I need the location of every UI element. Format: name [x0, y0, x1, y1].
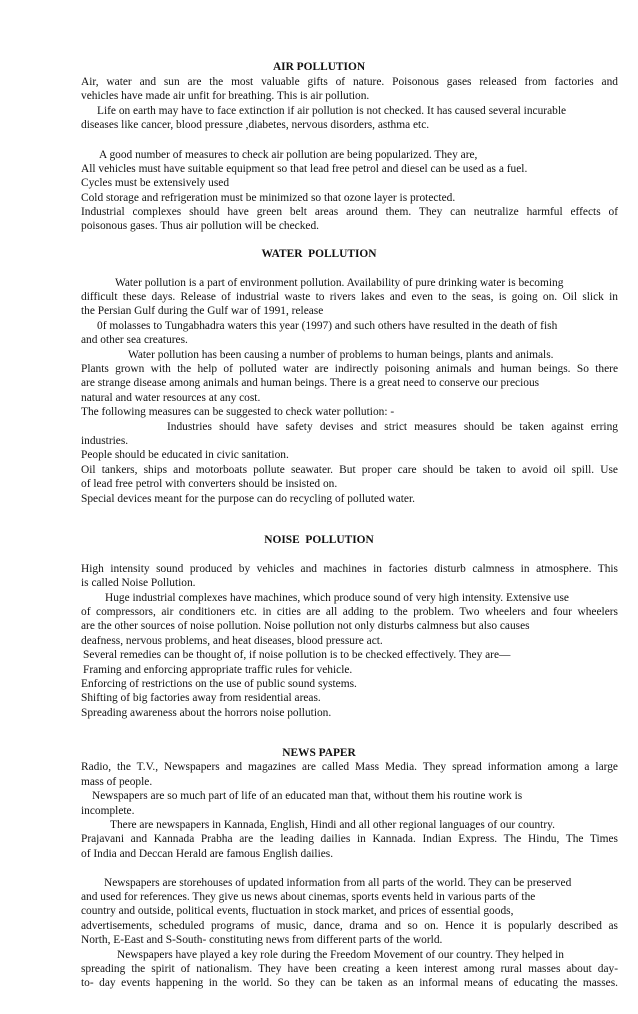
air-measure-item: Cold storage and refrigeration must be minimized so that ozone layer is protected.	[81, 192, 456, 204]
air-measure-item: Industrial complexes should have green belt areas around them. They can neutralize harmful effects of	[81, 206, 618, 218]
water-paragraph-line: Water pollution is a part of environment pollution. Availability of pure drinking water is becoming	[115, 277, 564, 289]
news-paragraph-line: to- day events happening in the world. So they can be taken as an informal means of educating the masses.	[81, 977, 618, 989]
water-measure-item: Oil tankers, ships and motorboats pollute seawater. But proper care should be taken to avoid oil spill. Use	[81, 464, 618, 476]
water-paragraph-line: difficult these days. Release of industrial waste to rivers lakes and even to the seas, is going on. Oil slick in	[81, 291, 618, 303]
noise-paragraph-line: deafness, nervous problems, and heat diseases, blood pressure act.	[81, 635, 383, 647]
noise-remedy-item: Framing and enforcing appropriate traffic rules for vehicle.	[83, 664, 353, 676]
water-pollution-heading: WATER POLLUTION	[261, 248, 377, 260]
news-paragraph-line: advertisements, scheduled programs of music, dance, drama and so on. Hence it is popularly described as	[81, 920, 618, 932]
air-measure-item: poisonous gases. Thus air pollution will be checked.	[81, 220, 320, 232]
water-measure-item: industries.	[81, 435, 129, 447]
noise-paragraph-line: Huge industrial complexes have machines, which produce sound of very high intensity. Extensive use	[105, 592, 569, 604]
noise-remedy-item: Enforcing of restrictions on the use of public sound systems.	[81, 678, 357, 690]
air-paragraph-line: Air, water and sun are the most valuable gifts of nature. Poisonous gases released from factories and	[81, 76, 618, 88]
air-paragraph-line: A good number of measures to check air pollution are being popularized. They are,	[99, 149, 478, 161]
air-paragraph-line: Life on earth may have to face extinction if air pollution is not checked. It has caused several incurable	[97, 105, 567, 117]
water-measure-item: People should be educated in civic sanitation.	[81, 449, 289, 461]
noise-paragraph-line: are the other sources of noise pollution. Noise pollution not only disturbs calmness but also causes	[81, 620, 530, 632]
air-measure-item: Cycles must be extensively used	[81, 177, 230, 189]
news-paragraph-line: There are newspapers in Kannada, English, Hindi and all other regional languages of our country.	[110, 819, 555, 831]
noise-paragraph-line: Several remedies can be thought of, if noise pollution is to be checked effectively. They are—	[83, 649, 511, 661]
water-paragraph-line: 0f molasses to Tungabhadra waters this year (1997) and such others have resulted in the death of fish	[97, 320, 558, 332]
news-paragraph-line: Newspapers are storehouses of updated information from all parts of the world. They can be preserved	[104, 877, 572, 889]
news-paragraph-line: incomplete.	[81, 805, 135, 817]
news-paragraph-line: Radio, the T.V., Newspapers and magazines are called Mass Media. They spread information among a large	[81, 761, 618, 773]
water-paragraph-line: and other sea creatures.	[81, 334, 188, 346]
noise-remedy-item: Spreading awareness about the horrors noise pollution.	[81, 707, 332, 719]
water-paragraph-line: natural and water resources at any cost.	[81, 392, 261, 404]
air-measure-item: All vehicles must have suitable equipment so that lead free petrol and diesel can be used as a fuel.	[81, 163, 528, 175]
water-paragraph-line: the Persian Gulf during the Gulf war of 1991, release	[81, 305, 324, 317]
water-measure-item: Special devices meant for the purpose can do recycling of polluted water.	[81, 493, 416, 505]
news-paragraph-line: of India and Deccan Herald are famous English dailies.	[81, 848, 334, 860]
news-paragraph-line: mass of people.	[81, 776, 153, 788]
news-paragraph-line: Newspapers are so much part of life of an educated man that, without them his routine work is	[92, 790, 523, 802]
water-measure-item: Industries should have safety devises and strict measures should be taken against erring	[167, 421, 618, 433]
air-pollution-heading: AIR POLLUTION	[272, 61, 366, 73]
water-paragraph-line: Plants grown with the help of polluted water are indirectly poisoning animals and human beings. So there	[81, 363, 618, 375]
news-paragraph-line: spreading the spirit of nationalism. They have been creating a keen interest among rural masses about day-	[81, 963, 618, 975]
noise-paragraph-line: is called Noise Pollution.	[81, 577, 196, 589]
news-paragraph-line: Newspapers have played a key role during the Freedom Movement of our country. They helped in	[117, 949, 564, 961]
air-paragraph-line: diseases like cancer, blood pressure ,diabetes, nervous disorders, asthma etc.	[81, 119, 430, 131]
news-paragraph-line: North, E-East and S-South- constituting news from different parts of the world.	[81, 934, 443, 946]
water-paragraph-line: Water pollution has been causing a number of problems to human beings, plants and animals.	[128, 349, 554, 361]
water-measure-item: of lead free petrol with converters should be insisted on.	[81, 478, 338, 490]
water-paragraph-line: are strange disease among animals and human beings. There is a great need to conserve our precious	[81, 377, 540, 389]
noise-pollution-heading: NOISE POLLUTION	[264, 534, 374, 546]
noise-paragraph-line: of compressors, air conditioners etc. in cities are all adding to the problem. Two wheelers and four wheelers	[81, 606, 618, 618]
news-paragraph-line: and used for references. They give us news about cinemas, sports events held in various parts of the	[81, 891, 536, 903]
news-paragraph-line: Prajavani and Kannada Prabha are the leading dailies in Kannada. Indian Express. The Hindu, The Times	[81, 833, 618, 845]
noise-remedy-item: Shifting of big factories away from residential areas.	[81, 692, 321, 704]
air-paragraph-line: vehicles have made air unfit for breathing. This is air pollution.	[81, 90, 370, 102]
noise-paragraph-line: High intensity sound produced by vehicles and machines in factories disturb calmness in atmosphere. This	[81, 563, 618, 575]
water-paragraph-line: The following measures can be suggested to check water pollution: -	[81, 406, 395, 418]
news-paper-heading: NEWS PAPER	[282, 747, 356, 759]
news-paragraph-line: country and outside, political events, fluctuation in stock market, and prices of essential goods,	[81, 905, 514, 917]
